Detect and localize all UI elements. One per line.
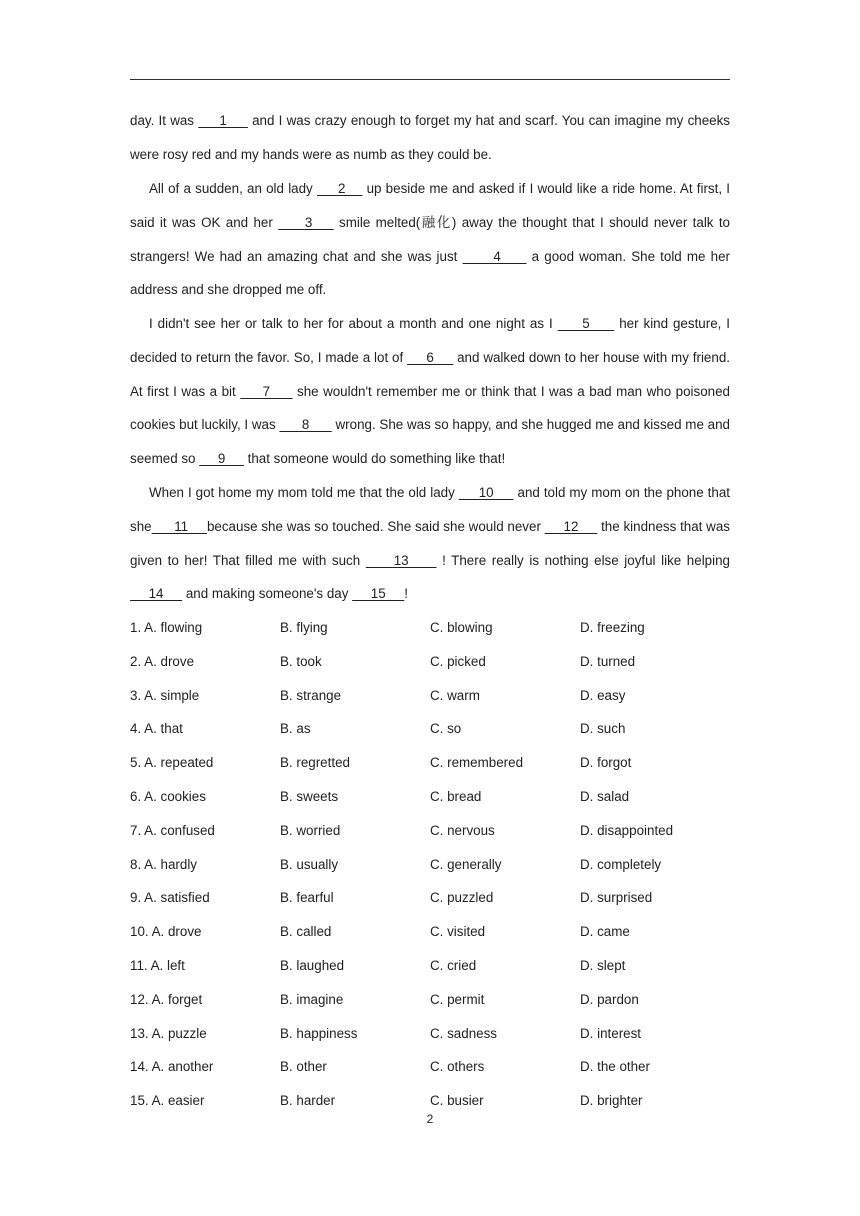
option-6-A: 6. A. cookies xyxy=(130,788,206,804)
option-13-A: 13. A. puzzle xyxy=(130,1025,207,1041)
option-2-A: 2. A. drove xyxy=(130,653,195,669)
option-9-C: C. puzzled xyxy=(430,890,494,906)
option-9-B: B. fearful xyxy=(280,890,334,906)
option-15-D: D. brighter xyxy=(580,1093,643,1109)
option-9-D: D. surprised xyxy=(580,890,653,906)
blank-4: 4 xyxy=(462,248,527,264)
option-1-C: C. blowing xyxy=(430,620,493,635)
blank-15: 15 xyxy=(352,586,405,602)
option-3-B: B. strange xyxy=(280,687,342,703)
option-row-6 xyxy=(130,780,750,814)
option-row-10 xyxy=(130,915,750,949)
option-4-C: C. so xyxy=(430,721,462,737)
option-3-C: C. warm xyxy=(430,687,480,703)
blank-2: 2 xyxy=(316,181,363,196)
option-row-2 xyxy=(130,645,750,679)
option-15-A: 15. A. easier xyxy=(130,1093,205,1109)
option-5-A: 5. A. repeated xyxy=(130,755,214,771)
option-12-B: B. imagine xyxy=(280,991,344,1007)
paragraph-3: I didn't see her or talk to her for about a month and one night as I 5 her kind gesture, I decided to return the favor. So, I made a lot of 6 and walked down to her house with my friend. At first I was a bit 7 she wouldn't remember me or think that I was a bad man who poisoned cookies but luckily, I was 8 wrong. She was so happy, and she hugged me and kissed me and seemed so 9 that someone would do something like that! xyxy=(130,316,731,467)
option-13-D: D. interest xyxy=(580,1025,642,1041)
option-4-D: D. such xyxy=(580,721,626,737)
paragraph-4: When I got home my mom told me that the old lady 10 and told my mom on the phone that she 11 because she was so touched. She said she would never 12 the kindness that was given to her! That filled me with such 13 ! There really is nothing else joyful like helping 14 and making someone's day 15 ! xyxy=(130,485,730,602)
page-number: 2 xyxy=(426,1112,434,1126)
blank-13: 13 xyxy=(365,552,437,568)
option-5-C: C. remembered xyxy=(430,755,524,771)
option-15-B: B. harder xyxy=(280,1093,336,1109)
option-row-14 xyxy=(130,1050,750,1084)
option-6-B: B. sweets xyxy=(280,788,339,804)
option-4-B: B. as xyxy=(280,721,311,737)
option-row-7 xyxy=(130,814,750,848)
header-rule xyxy=(130,79,730,80)
paragraph-2: All of a sudden, an old lady 2 up beside me and asked if I would like a ride home. At first, I said it was OK and her 3 smile melted(融化) away the thought that I should never talk to strangers! We had an amazing chat and she was just 4 a good woman. She told me her address and she dropped me off. xyxy=(130,181,730,298)
blank-12: 12 xyxy=(544,518,598,534)
option-7-B: B. worried xyxy=(280,822,341,838)
option-7-D: D. disappointed xyxy=(580,822,674,838)
blank-3: 3 xyxy=(278,214,334,230)
blank-10: 10 xyxy=(458,485,514,500)
option-1-D: D. freezing xyxy=(580,620,645,635)
option-1-A: 1. A. flowing xyxy=(130,620,203,635)
options-list xyxy=(130,611,750,1118)
option-10-D: D. came xyxy=(580,924,630,940)
blank-1: 1 xyxy=(198,113,248,128)
blank-6: 6 xyxy=(407,349,454,365)
option-row-3 xyxy=(130,679,750,713)
option-row-13 xyxy=(130,1017,750,1051)
option-row-11 xyxy=(130,949,750,983)
blank-5: 5 xyxy=(557,316,615,331)
option-2-B: B. took xyxy=(280,653,322,669)
option-8-A: 8. A. hardly xyxy=(130,856,197,872)
option-8-C: C. generally xyxy=(430,856,502,872)
option-5-B: B. regretted xyxy=(280,755,350,771)
option-8-D: D. completely xyxy=(580,856,662,872)
blank-8: 8 xyxy=(279,417,332,433)
option-1-B: B. flying xyxy=(280,620,328,635)
option-10-C: C. visited xyxy=(430,924,486,940)
option-12-A: 12. A. forget xyxy=(130,991,203,1007)
paragraph-1: day. It was 1 and I was crazy enough to forget my hat and scarf. You can imagine my cheeks were rosy red and my hands were as numb as they could be. xyxy=(130,113,730,162)
option-14-B: B. other xyxy=(280,1059,327,1075)
option-10-B: B. called xyxy=(280,924,332,940)
option-row-4 xyxy=(130,712,750,746)
option-row-9 xyxy=(130,881,750,915)
option-11-A: 11. A. left xyxy=(130,957,185,973)
blank-9: 9 xyxy=(199,451,244,467)
option-12-C: C. permit xyxy=(430,991,485,1007)
option-3-A: 3. A. simple xyxy=(130,687,200,703)
option-6-C: C. bread xyxy=(430,788,482,804)
option-2-C: C. picked xyxy=(430,653,486,669)
option-row-8 xyxy=(130,848,750,882)
option-12-D: D. pardon xyxy=(580,991,639,1007)
option-2-D: D. turned xyxy=(580,653,636,669)
option-7-C: C. nervous xyxy=(430,822,495,838)
option-row-5 xyxy=(130,746,750,780)
option-row-12 xyxy=(130,983,750,1017)
option-3-D: D. easy xyxy=(580,687,626,703)
option-11-C: C. cried xyxy=(430,957,477,973)
option-14-C: C. others xyxy=(430,1059,485,1075)
blank-14: 14 xyxy=(130,586,183,602)
option-15-C: C. busier xyxy=(430,1093,484,1109)
option-7-A: 7. A. confused xyxy=(130,822,215,838)
option-6-D: D. salad xyxy=(580,788,630,804)
option-13-C: C. sadness xyxy=(430,1025,497,1041)
option-10-A: 10. A. drove xyxy=(130,924,202,940)
option-14-A: 14. A. another xyxy=(130,1059,214,1075)
blank-11: 11 xyxy=(151,518,207,534)
option-5-D: D. forgot xyxy=(580,755,632,771)
option-8-B: B. usually xyxy=(280,856,339,872)
option-13-B: B. happiness xyxy=(280,1025,358,1041)
blank-7: 7 xyxy=(240,383,293,399)
option-9-A: 9. A. satisfied xyxy=(130,890,210,906)
option-14-D: D. the other xyxy=(580,1059,650,1075)
option-11-D: D. slept xyxy=(580,957,626,973)
option-row-1 xyxy=(130,611,750,645)
option-4-A: 4. A. that xyxy=(130,721,183,737)
option-11-B: B. laughed xyxy=(280,957,345,973)
